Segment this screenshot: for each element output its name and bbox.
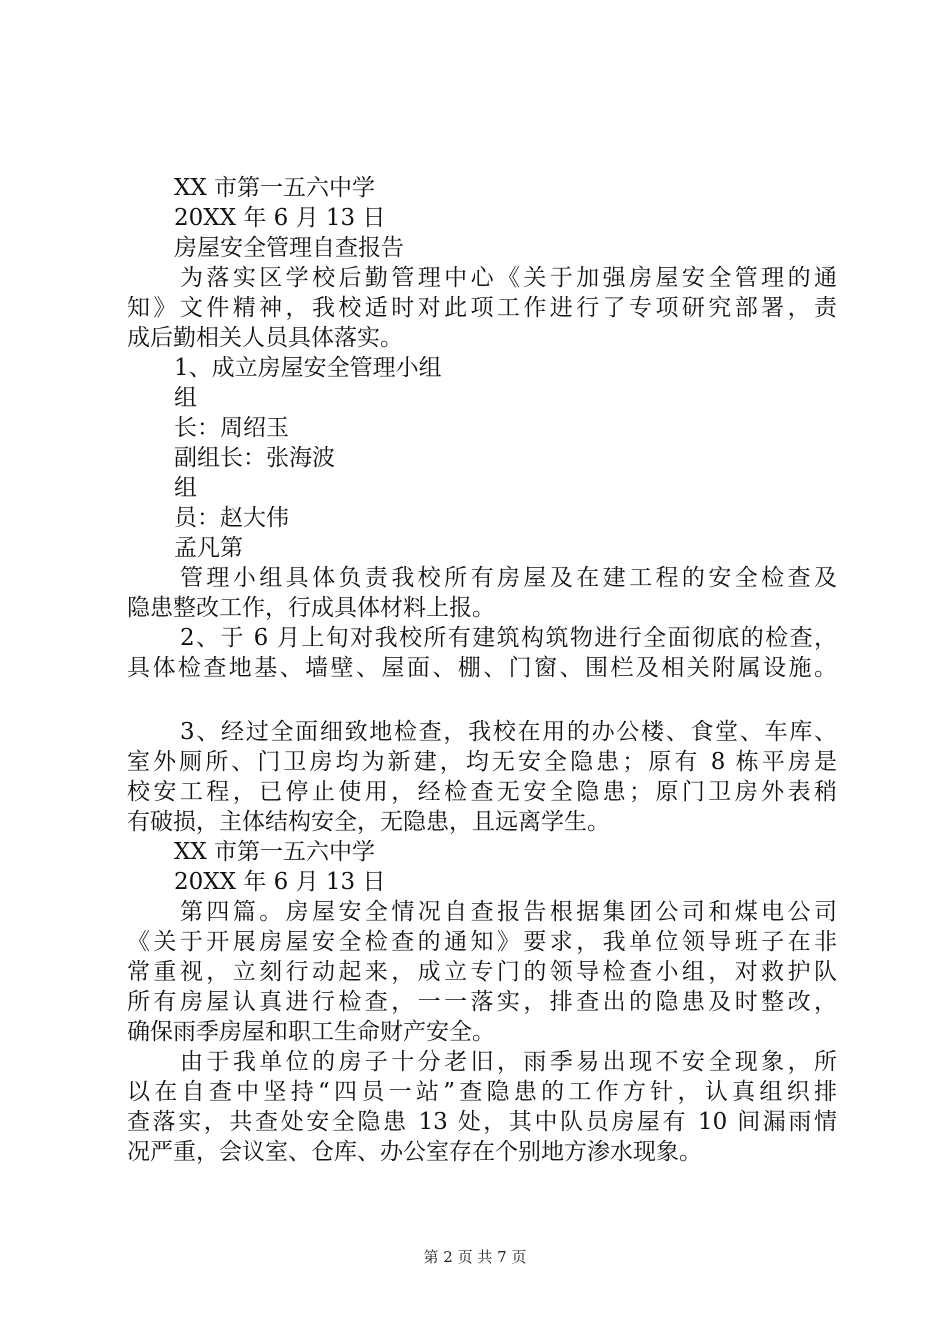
member-line: 副组长：张海波: [174, 445, 335, 471]
paragraph-line: 《关于开展房屋安全检查的通知》要求，我单位领导班子在非: [127, 929, 837, 955]
paragraph-line: 2、于 6 月上旬对我校所有建筑构筑物进行全面彻底的检查，: [180, 625, 837, 651]
paragraph-line: 知》文件精神，我校适时对此项工作进行了专项研究部署，责: [127, 295, 837, 321]
member-line: 组: [174, 385, 197, 411]
member-line: 长：周绍玉: [174, 415, 289, 441]
paragraph-line: 第四篇。房屋安全情况自查报告根据集团公司和煤电公司: [180, 899, 837, 925]
report-date: 20XX 年 6 月 13 日: [174, 205, 386, 231]
school-name: XX 市第一五六中学: [174, 175, 376, 201]
paragraph-line: 况严重，会议室、仓库、办公室存在个别地方渗水现象。: [127, 1139, 702, 1165]
report-title: 房屋安全管理自查报告: [174, 235, 404, 261]
paragraph-gap: [127, 683, 837, 717]
paragraph-line: 查落实，共查处安全隐患 13 处，其中队员房屋有 10 间漏雨情: [127, 1109, 837, 1135]
document-body: [127, 173, 837, 1167]
member-line: 组: [174, 475, 197, 501]
paragraph-line: 确保雨季房屋和职工生命财产安全。: [127, 1019, 495, 1045]
paragraph-line: 为落实区学校后勤管理中心《关于加强房屋安全管理的通: [180, 265, 837, 291]
report-date: 20XX 年 6 月 13 日: [174, 869, 386, 895]
paragraph-line: 以在自查中坚持“四员一站”查隐患的工作方针，认真组织排: [127, 1079, 837, 1105]
paragraph-line: 室外厕所、门卫房均为新建，均无安全隐患；原有 8 栋平房是: [127, 749, 837, 775]
school-name: XX 市第一五六中学: [174, 839, 376, 865]
paragraph-line: 有破损，主体结构安全，无隐患，且远离学生。: [127, 809, 610, 835]
paragraph-line: 校安工程，已停止使用，经检查无安全隐患；原门卫房外表稍: [127, 779, 837, 805]
paragraph-line: 具体检查地基、墙壁、屋面、棚、门窗、围栏及相关附属设施。: [127, 655, 837, 681]
paragraph-line: 3、经过全面细致地检查，我校在用的办公楼、食堂、车库、: [180, 719, 837, 745]
paragraph-line: 常重视，立刻行动起来，成立专门的领导检查小组，对救护队: [127, 959, 837, 985]
paragraph-line: 隐患整改工作，行成具体材料上报。: [127, 595, 495, 621]
paragraph-line: 由于我单位的房子十分老旧，雨季易出现不安全现象，所: [180, 1049, 837, 1075]
section-heading: 1、成立房屋安全管理小组: [174, 355, 442, 381]
member-line: 孟凡第: [174, 535, 243, 561]
paragraph-line: 成后勤相关人员具体落实。: [127, 325, 403, 351]
paragraph-line: 所有房屋认真进行检查，一一落实，排查出的隐患及时整改，: [127, 989, 837, 1015]
member-line: 员：赵大伟: [174, 505, 289, 531]
page-number: 第 2 页 共 7 页: [423, 1248, 527, 1266]
paragraph-line: 管理小组具体负责我校所有房屋及在建工程的安全检查及: [180, 565, 837, 591]
